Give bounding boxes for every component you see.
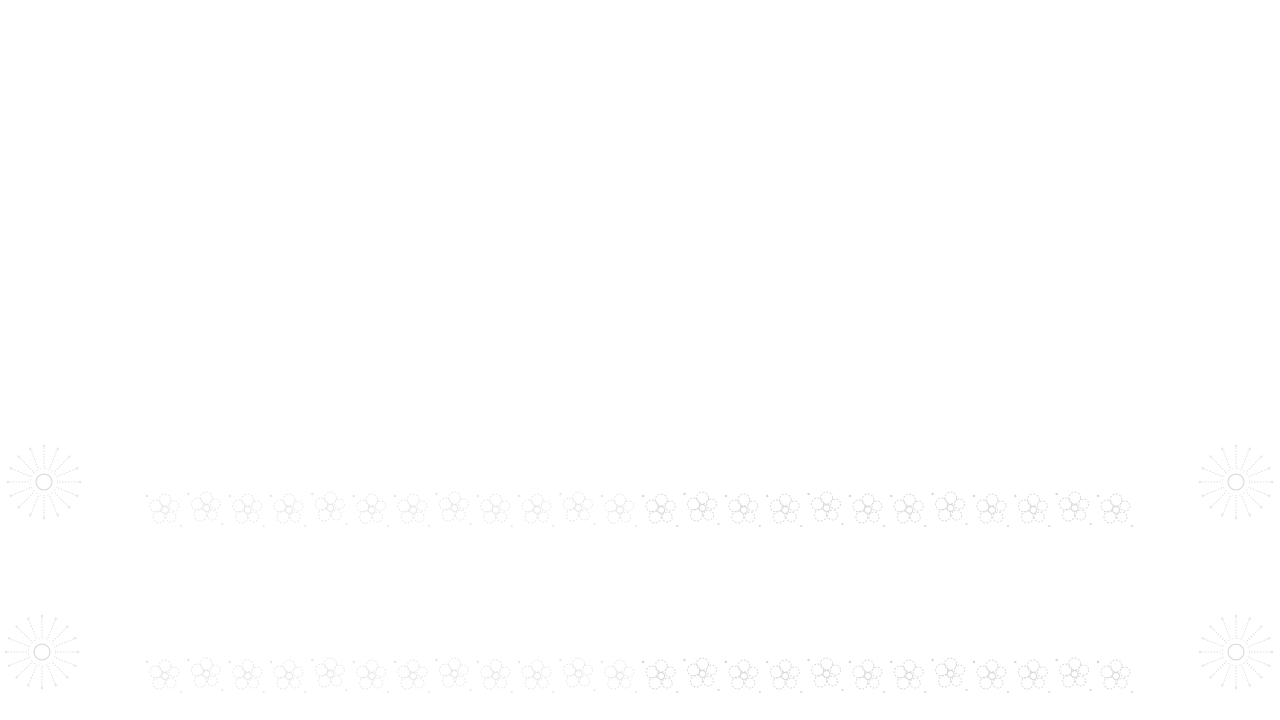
lace-flower — [601, 494, 637, 527]
lace-flower — [228, 660, 264, 693]
lower-ornament-row — [0, 612, 1280, 702]
lace-flower — [725, 494, 761, 527]
lace-flower — [477, 494, 513, 527]
lace-flower — [642, 494, 678, 527]
lace-flower — [518, 494, 554, 527]
left-medallion-ornament — [7, 445, 81, 519]
lace-flower — [766, 660, 802, 693]
lace-flower — [146, 660, 182, 693]
lace-flower — [890, 494, 926, 527]
lace-flower — [725, 660, 761, 693]
lace-flower — [683, 492, 719, 525]
lace-flower — [1014, 494, 1050, 527]
lace-flower — [807, 658, 843, 691]
lace-flower — [518, 660, 554, 693]
upper-ornament-row — [0, 440, 1280, 530]
lace-flower — [270, 660, 306, 693]
upper-ornament-svg — [0, 440, 1280, 530]
lace-flower — [931, 658, 967, 691]
left-medallion-ornament — [5, 615, 79, 689]
lace-flower — [394, 660, 430, 693]
lace-flower — [559, 658, 595, 691]
lace-flower — [973, 494, 1009, 527]
lace-flower — [559, 492, 595, 525]
right-medallion-ornament — [1199, 445, 1273, 519]
lace-flower — [311, 492, 347, 525]
lace-flower — [1097, 660, 1133, 693]
lace-flower — [477, 660, 513, 693]
lace-flower — [642, 660, 678, 693]
lace-flower — [601, 660, 637, 693]
lace-flower — [435, 492, 471, 525]
lace-flower — [187, 492, 223, 525]
lace-flower — [1055, 492, 1091, 525]
lace-flower — [353, 494, 389, 527]
lace-flower — [849, 660, 885, 693]
lower-ornament-svg — [0, 612, 1280, 702]
lace-flower — [146, 494, 182, 527]
lace-flower — [973, 660, 1009, 693]
lace-flower — [228, 494, 264, 527]
lace-flower — [394, 494, 430, 527]
lace-flower — [270, 494, 306, 527]
right-medallion-ornament — [1199, 615, 1273, 689]
lace-flower — [1097, 494, 1133, 527]
lace-flower — [807, 492, 843, 525]
lace-flower — [683, 658, 719, 691]
lace-flower — [849, 494, 885, 527]
lace-flower — [353, 660, 389, 693]
lace-flower — [1055, 658, 1091, 691]
lace-flower — [766, 494, 802, 527]
lace-flower — [1014, 660, 1050, 693]
lace-flower — [311, 658, 347, 691]
lace-flower — [890, 660, 926, 693]
lace-flower — [435, 658, 471, 691]
lace-flower — [931, 492, 967, 525]
lace-flower — [187, 658, 223, 691]
